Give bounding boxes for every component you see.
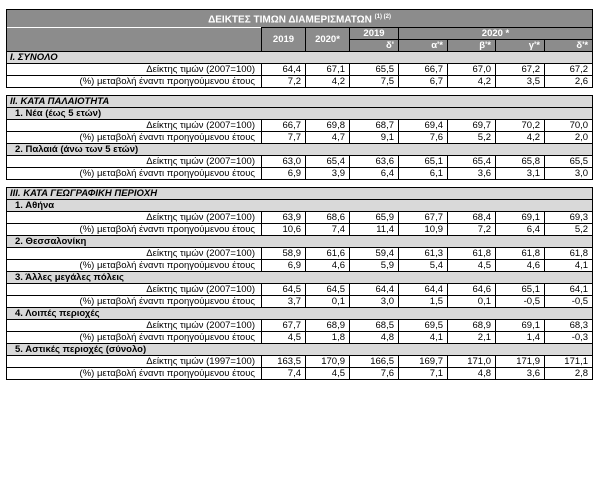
table-row [7,212,593,224]
value-cell: 61,6 [306,248,350,260]
value-cell: 5,2 [545,224,593,236]
value-cell: 63,9 [262,212,306,224]
value-cell: 6,4 [350,168,399,180]
group-heading: 1. Αθήνα [7,200,593,212]
table-row [7,248,593,260]
value-cell: 61,3 [399,248,448,260]
row-label: Δείκτης τιμών (2007=100) [7,320,262,332]
table-title [7,10,593,28]
value-cell: -0,5 [496,296,545,308]
header-quarter-year-2019: 2019 [350,28,399,40]
header-quarter: γ'* [496,40,545,52]
row-label: Δείκτης τιμών (2007=100) [7,120,262,132]
value-cell: 1,4 [496,332,545,344]
value-cell: 4,2 [448,76,496,88]
table-row [7,76,593,88]
value-cell: 3,6 [448,168,496,180]
group-heading: 2. Θεσσαλονίκη [7,236,593,248]
value-cell: 65,4 [306,156,350,168]
value-cell: 65,1 [496,284,545,296]
row-label: Δείκτης τιμών (2007=100) [7,284,262,296]
price-index-table [6,9,593,380]
value-cell: 64,5 [306,284,350,296]
value-cell: 3,1 [496,168,545,180]
row-label: Δείκτης τιμών (2007=100) [7,212,262,224]
value-cell: 67,7 [262,320,306,332]
value-cell: 69,8 [306,120,350,132]
value-cell: 5,4 [399,260,448,272]
table-title-row [7,10,593,28]
value-cell: 68,5 [350,320,399,332]
value-cell: 66,7 [399,64,448,76]
value-cell: 7,2 [448,224,496,236]
header-quarter: δ'* [545,40,593,52]
value-cell: 65,1 [399,156,448,168]
value-cell: 6,4 [496,224,545,236]
value-cell: 4,2 [496,132,545,144]
table-row [7,368,593,380]
spacer-cell [7,88,593,96]
table-row [7,332,593,344]
value-cell: 163,5 [262,356,306,368]
value-cell: 1,8 [306,332,350,344]
value-cell: 64,4 [350,284,399,296]
spacer-row [7,88,593,96]
section-heading-row [7,96,593,108]
group-heading: 4. Λοιπές περιοχές [7,308,593,320]
group-heading-row [7,308,593,320]
value-cell: 68,6 [306,212,350,224]
value-cell: 61,8 [496,248,545,260]
value-cell: 58,9 [262,248,306,260]
value-cell: 4,6 [306,260,350,272]
value-cell: 67,1 [306,64,350,76]
value-cell: 1,5 [399,296,448,308]
group-heading-row [7,272,593,284]
spacer-row [7,180,593,188]
row-label: Δείκτης τιμών (1997=100) [7,356,262,368]
row-label: (%) μεταβολή έναντι προηγούμενου έτους [7,132,262,144]
header-quarter: δ' [350,40,399,52]
value-cell: 2,6 [545,76,593,88]
value-cell: 69,3 [545,212,593,224]
value-cell: 69,1 [496,320,545,332]
value-cell: 64,4 [399,284,448,296]
value-cell: 3,7 [262,296,306,308]
table-row [7,296,593,308]
value-cell: 3,9 [306,168,350,180]
group-heading: 3. Άλλες μεγάλες πόλεις [7,272,593,284]
value-cell: 170,9 [306,356,350,368]
value-cell: 70,0 [545,120,593,132]
value-cell: 63,6 [350,156,399,168]
value-cell: 68,9 [306,320,350,332]
value-cell: 3,5 [496,76,545,88]
header-year-2019: 2019 [262,28,306,52]
table-row [7,120,593,132]
value-cell: 4,2 [306,76,350,88]
header-year-2020: 2020* [306,28,350,52]
value-cell: 10,6 [262,224,306,236]
value-cell: 64,1 [545,284,593,296]
header-row-years [7,28,593,40]
group-heading-row [7,108,593,120]
row-label: Δείκτης τιμών (2007=100) [7,248,262,260]
value-cell: 3,6 [496,368,545,380]
value-cell: 9,1 [350,132,399,144]
header-label-cell [7,28,262,52]
value-cell: 65,8 [496,156,545,168]
value-cell: 6,7 [399,76,448,88]
section-heading: I. ΣΥΝΟΛΟ [7,52,593,64]
value-cell: 7,2 [262,76,306,88]
value-cell: 5,9 [350,260,399,272]
value-cell: 0,1 [306,296,350,308]
value-cell: 166,5 [350,356,399,368]
table-title-notes: (1) (2) [374,14,391,20]
value-cell: 67,2 [545,64,593,76]
section-heading: III. ΚΑΤΑ ΓΕΩΓΡΑΦΙΚΗ ΠΕΡΙΟΧΗ [7,188,593,200]
value-cell: 4,7 [306,132,350,144]
table-row [7,168,593,180]
row-label: (%) μεταβολή έναντι προηγούμενου έτους [7,168,262,180]
table-row [7,356,593,368]
value-cell: 171,1 [545,356,593,368]
row-label: (%) μεταβολή έναντι προηγούμενου έτους [7,296,262,308]
row-label: (%) μεταβολή έναντι προηγούμενου έτους [7,76,262,88]
value-cell: 6,9 [262,260,306,272]
table-row [7,224,593,236]
section-heading-row [7,188,593,200]
group-heading-row [7,236,593,248]
section-heading: II. ΚΑΤΑ ΠΑΛΑΙΟΤΗΤΑ [7,96,593,108]
table-body [7,52,593,380]
value-cell: 61,8 [448,248,496,260]
row-label: Δείκτης τιμών (2007=100) [7,156,262,168]
value-cell: 67,2 [496,64,545,76]
value-cell: 70,2 [496,120,545,132]
group-heading: 5. Αστικές περιοχές (σύνολο) [7,344,593,356]
value-cell: 4,1 [545,260,593,272]
value-cell: 7,4 [306,224,350,236]
value-cell: 171,9 [496,356,545,368]
table-row [7,156,593,168]
value-cell: 68,3 [545,320,593,332]
value-cell: 69,5 [399,320,448,332]
value-cell: 69,4 [399,120,448,132]
value-cell: 7,5 [350,76,399,88]
value-cell: 5,2 [448,132,496,144]
value-cell: 65,5 [545,156,593,168]
value-cell: 11,4 [350,224,399,236]
value-cell: 61,8 [545,248,593,260]
value-cell: 10,9 [399,224,448,236]
price-index-table-container [6,9,592,380]
value-cell: 7,1 [399,368,448,380]
value-cell: -0,3 [545,332,593,344]
value-cell: 68,4 [448,212,496,224]
value-cell: 2,8 [545,368,593,380]
value-cell: 63,0 [262,156,306,168]
group-heading-row [7,344,593,356]
value-cell: 4,1 [399,332,448,344]
table-row [7,320,593,332]
value-cell: 67,7 [399,212,448,224]
value-cell: 7,6 [350,368,399,380]
row-label: (%) μεταβολή έναντι προηγούμενου έτους [7,332,262,344]
value-cell: 169,7 [399,356,448,368]
value-cell: 65,9 [350,212,399,224]
group-heading-row [7,144,593,156]
table-title-text: ΔΕΙΚΤΕΣ ΤΙΜΩΝ ΔΙΑΜΕΡΙΣΜΑΤΩΝ [208,14,372,26]
value-cell: 69,1 [496,212,545,224]
group-heading: 1. Νέα (έως 5 ετών) [7,108,593,120]
table-row [7,260,593,272]
header-quarter-year-2020: 2020 * [399,28,593,40]
row-label: (%) μεταβολή έναντι προηγούμενου έτους [7,260,262,272]
row-label: (%) μεταβολή έναντι προηγούμενου έτους [7,368,262,380]
value-cell: 2,0 [545,132,593,144]
value-cell: 4,5 [306,368,350,380]
row-label: (%) μεταβολή έναντι προηγούμενου έτους [7,224,262,236]
value-cell: 4,5 [448,260,496,272]
value-cell: 7,4 [262,368,306,380]
value-cell: 7,7 [262,132,306,144]
value-cell: 4,6 [496,260,545,272]
value-cell: 171,0 [448,356,496,368]
group-heading-row [7,200,593,212]
value-cell: 59,4 [350,248,399,260]
row-label: Δείκτης τιμών (2007=100) [7,64,262,76]
header-quarter: α'* [399,40,448,52]
value-cell: 65,5 [350,64,399,76]
value-cell: -0,5 [545,296,593,308]
table-row [7,132,593,144]
value-cell: 7,6 [399,132,448,144]
value-cell: 6,1 [399,168,448,180]
value-cell: 4,5 [262,332,306,344]
value-cell: 68,9 [448,320,496,332]
section-heading-row [7,52,593,64]
header-quarter: β'* [448,40,496,52]
value-cell: 3,0 [545,168,593,180]
spacer-cell [7,180,593,188]
value-cell: 4,8 [350,332,399,344]
value-cell: 4,8 [448,368,496,380]
table-row [7,64,593,76]
value-cell: 69,7 [448,120,496,132]
value-cell: 64,6 [448,284,496,296]
value-cell: 64,5 [262,284,306,296]
group-heading: 2. Παλαιά (άνω των 5 ετών) [7,144,593,156]
value-cell: 3,0 [350,296,399,308]
value-cell: 0,1 [448,296,496,308]
value-cell: 66,7 [262,120,306,132]
value-cell: 64,4 [262,64,306,76]
value-cell: 67,0 [448,64,496,76]
value-cell: 6,9 [262,168,306,180]
table-row [7,284,593,296]
value-cell: 65,4 [448,156,496,168]
value-cell: 68,7 [350,120,399,132]
value-cell: 2,1 [448,332,496,344]
